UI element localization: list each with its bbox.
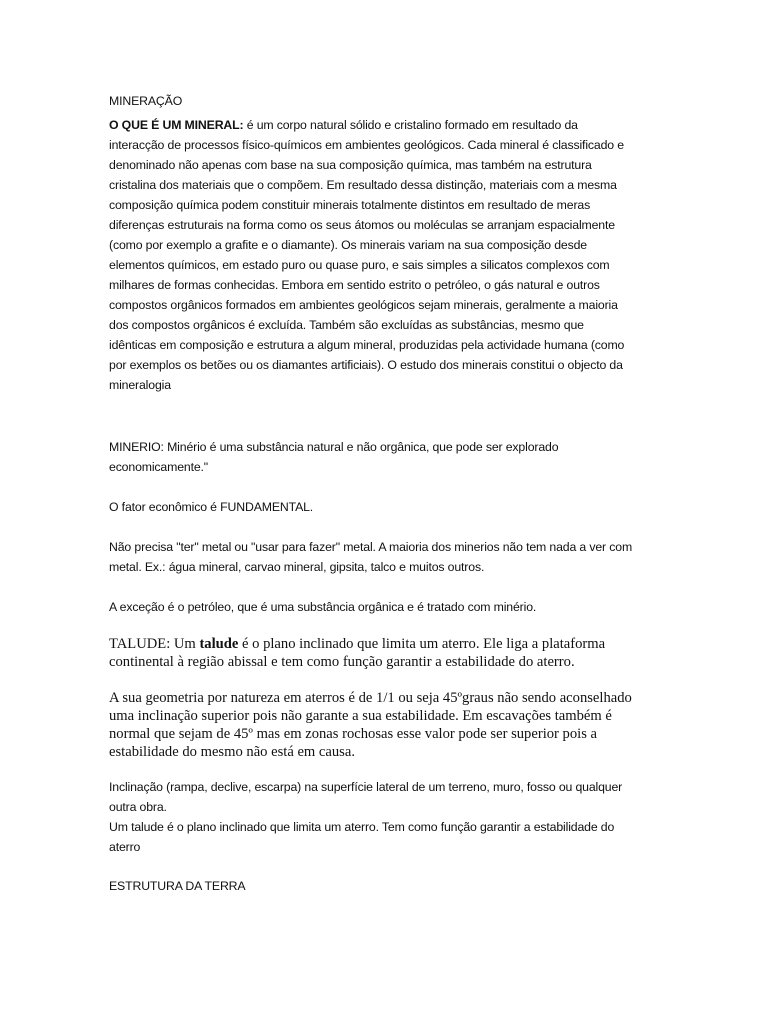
paragraph-fator: O fator econômico é FUNDAMENTAL.	[109, 500, 314, 514]
paragraph-minerio: MINERIO: Minério é uma substância natural e não orgânica, que pode ser explorado economicamente."	[109, 440, 559, 474]
mineral-text: é um corpo natural sólido e cristalino formado em resultado da interacção de processos físico-químicos em ambientes geológicos. Cada mineral é classificado e denominado não apenas com base na sua composição química, mas também na estrutura cristalina dos materiais que o compõem. Em resultado dessa distinção, materiais com a mesma composição química podem constituir minerais totalmente distintos em resultado de meras diferenças estruturais na forma como os seus átomos ou moléculas se arranjam espacialmente (como por exemplo a grafite e o diamante). Os minerais variam na sua composição desde elementos químicos, em estado puro ou quase puro, e sais simples a silicatos complexos com milhares de formas conhecidas. Embora em sentido estrito o petróleo, o gás natural e outros compostos orgânicos formados em ambientes geológicos sejam minerais, geralmente a maioria dos compostos orgânicos é excluída. Também são excluídas as substâncias, mesmo que idênticas em composição e estrutura a algum mineral, produzidas pela actividade humana (como por exemplos os betões ou os diamantes artificiais). O estudo dos minerais constitui o objecto da mineralogia	[109, 118, 625, 392]
paragraph-talude-definicao: Um talude é o plano inclinado que limita um aterro. Tem como função garantir a estabilidade do aterro	[109, 820, 615, 854]
talude-bold-term: talude	[199, 636, 239, 652]
paragraph-excecao: A exceção é o petróleo, que é uma substância orgânica e é tratado com minério.	[109, 600, 537, 614]
document-body	[109, 91, 634, 896]
heading-estrutura-da-terra: ESTRUTURA DA TERRA	[109, 879, 246, 893]
paragraph-mineral	[109, 115, 634, 395]
paragraph-geometria: A sua geometria por natureza em aterros é de 1/1 ou seja 45ºgraus não sendo aconselhado uma inclinação superior pois não garante a sua estabilidade. Em escavações também é normal que sejam de 45º mas em zonas rochosas esse valor pode ser superior pois a estabilidade do mesmo não está em causa.	[109, 690, 632, 760]
paragraph-talude	[109, 635, 634, 671]
talude-suffix: é o plano inclinado que limita um aterro. Ele liga a plataforma continental à região abissal e tem como função garantir a estabilidade do aterro.	[109, 636, 606, 670]
talude-prefix: TALUDE: Um	[109, 636, 200, 652]
paragraph-inclinacao: Inclinação (rampa, declive, escarpa) na superfície lateral de um terreno, muro, fosso ou qualquer outra obra.	[109, 780, 623, 814]
heading-mineracao: MINERAÇÃO	[109, 94, 183, 108]
paragraph-nao-precisa: Não precisa "ter" metal ou "usar para fazer" metal. A maioria dos minerios não tem nada a ver com metal. Ex.: água mineral, carvao mineral, gipsita, talco e muitos outros.	[109, 540, 633, 574]
mineral-label: O QUE É UM MINERAL:	[109, 118, 244, 132]
